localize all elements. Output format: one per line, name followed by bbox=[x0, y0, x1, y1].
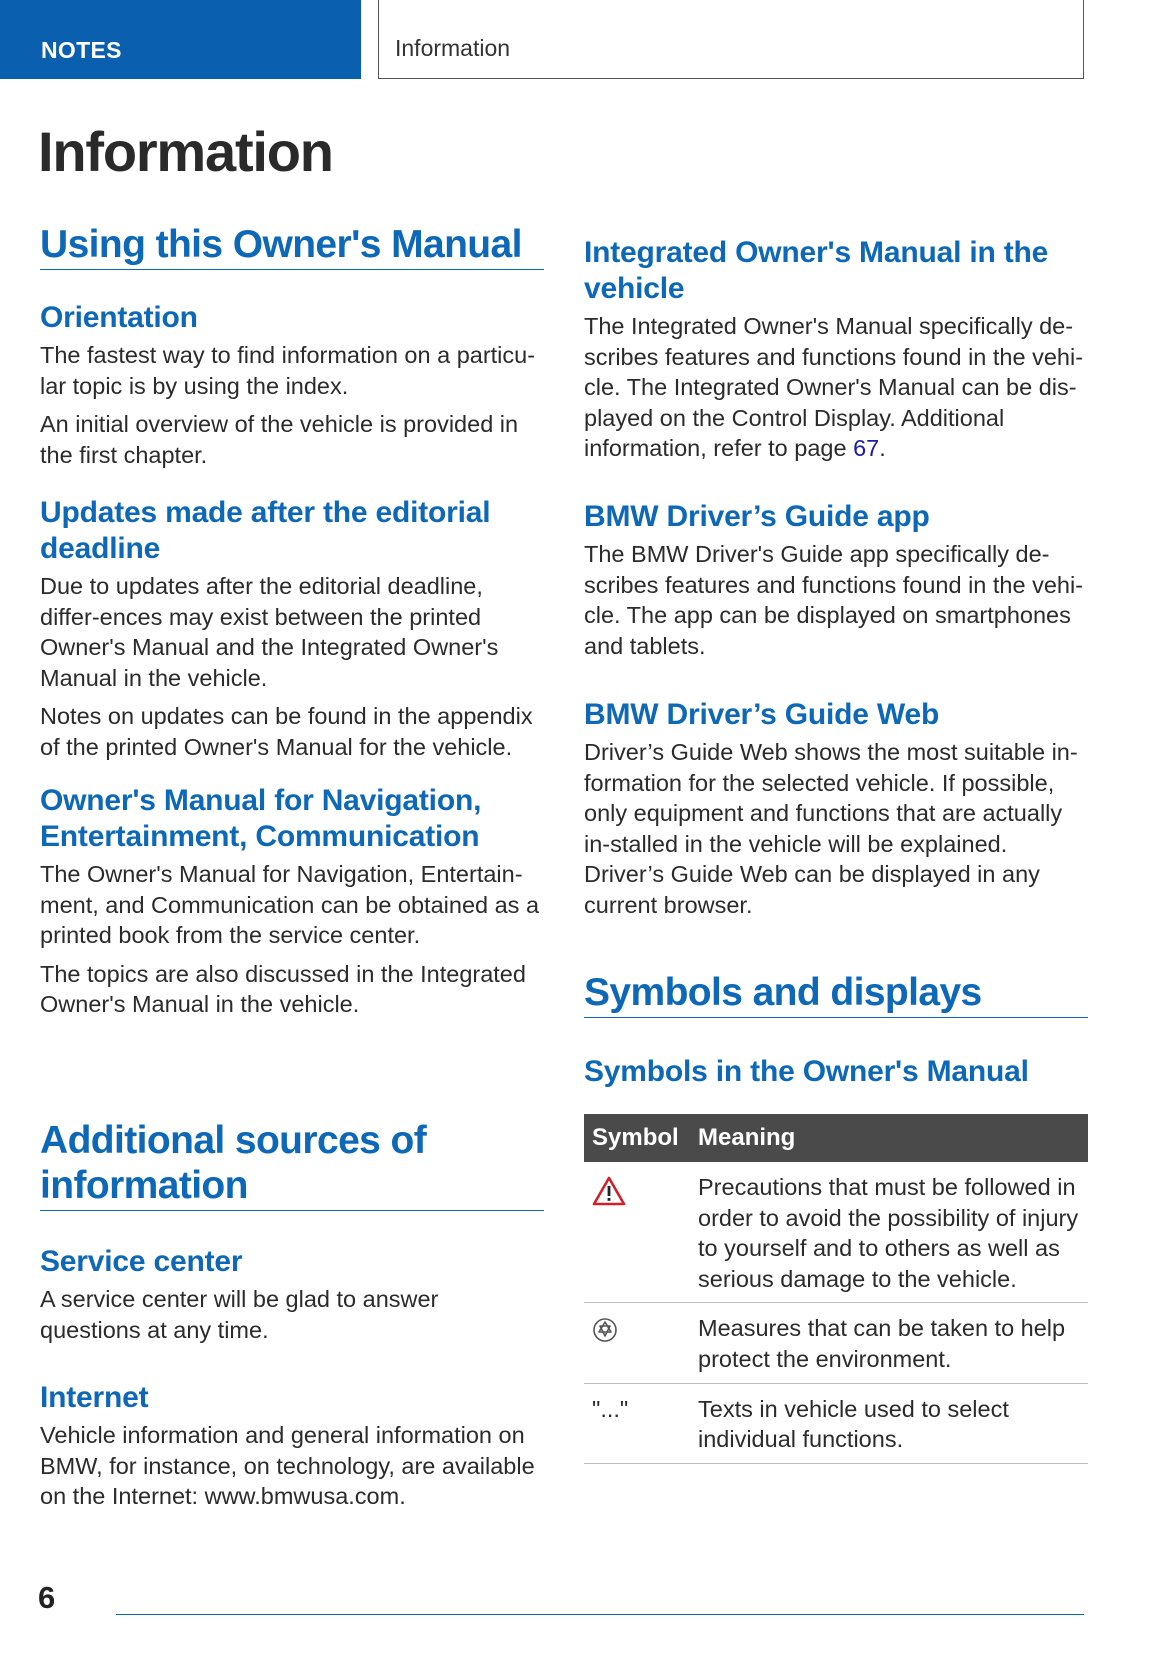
section-integrated-manual bbox=[584, 235, 1088, 464]
heading-integrated-manual: Integrated Owner's Manual in the vehicle bbox=[584, 236, 1049, 305]
meaning-cell: Measures that can be taken to help protect the environment. bbox=[690, 1303, 1088, 1383]
heading-internet: Internet bbox=[40, 1381, 149, 1414]
symbols-table-header-row bbox=[584, 1114, 1088, 1162]
navigation-manual-paragraph-1: The Owner's Manual for Navigation, Entertain-ment, and Communication can be obtained as a printed book from the service center. bbox=[40, 861, 540, 949]
orientation-paragraph-2: An initial overview of the vehicle is provided in the first chapter. bbox=[40, 411, 519, 468]
meaning-cell: Texts in vehicle used to select individual functions. bbox=[690, 1383, 1088, 1463]
footer-rule bbox=[116, 1614, 1084, 1615]
column-header-meaning: Meaning bbox=[690, 1114, 1088, 1162]
heading-navigation-manual: Owner's Manual for Navigation, Entertainment, Communication bbox=[40, 784, 482, 853]
meaning-cell: Precautions that must be followed in order to avoid the possibility of injury to yourself and to others as well as serious damage to the vehicle. bbox=[690, 1162, 1088, 1303]
integrated-manual-paragraph bbox=[584, 311, 1088, 464]
header-section-tab: NOTES bbox=[0, 0, 361, 79]
heading-symbols-manual: Symbols in the Owner's Manual bbox=[584, 1055, 1029, 1088]
symbols-table bbox=[584, 1114, 1088, 1464]
section-using-manual bbox=[40, 222, 544, 270]
symbol-cell bbox=[584, 1162, 690, 1303]
section-additional-sources bbox=[40, 1118, 544, 1211]
heading-updates: Updates made after the editorial deadline bbox=[40, 496, 491, 565]
table-row bbox=[584, 1303, 1088, 1383]
heading-symbols-displays: Symbols and displays bbox=[584, 970, 1088, 1018]
symbol-cell: "..." bbox=[584, 1383, 690, 1463]
heading-orientation: Orientation bbox=[40, 301, 198, 334]
page-number: 6 bbox=[38, 1580, 56, 1615]
section-drivers-guide-web bbox=[584, 697, 1088, 921]
integrated-manual-text: The Integrated Owner's Manual specifically de-scribes features and functions found in the vehi-cle. The Integrated Owner's Manual can be dis-played on the Control Display. Additional information, refer to page bbox=[584, 313, 1084, 462]
table-row bbox=[584, 1162, 1088, 1303]
section-drivers-guide-app bbox=[584, 499, 1088, 661]
heading-additional-sources: Additional sources of information bbox=[40, 1118, 544, 1211]
heading-drivers-guide-app: BMW Driver’s Guide app bbox=[584, 500, 930, 533]
integrated-manual-period: . bbox=[879, 435, 886, 462]
table-row bbox=[584, 1383, 1088, 1463]
symbols-table-wrapper bbox=[584, 1114, 1088, 1464]
warning-triangle-icon bbox=[592, 1176, 626, 1206]
section-symbols-displays bbox=[584, 970, 1088, 1018]
symbol-cell bbox=[584, 1303, 690, 1383]
section-orientation bbox=[40, 300, 544, 470]
header-chapter: Information bbox=[378, 0, 1084, 79]
internet-paragraph: Vehicle information and general information on BMW, for instance, on technology, are available on the Internet: www.bmwusa.com. bbox=[40, 1422, 535, 1510]
service-center-paragraph: A service center will be glad to answer questions at any time. bbox=[40, 1286, 439, 1343]
drivers-guide-web-paragraph: Driver’s Guide Web shows the most suitable in-formation for the selected vehicle. If possible, only equipment and functions that are actually in-stalled in the vehicle will be explained. Driver’s Guide Web can be displayed in any current browser. bbox=[584, 739, 1078, 918]
section-internet bbox=[40, 1380, 544, 1512]
section-updates bbox=[40, 495, 544, 763]
updates-paragraph-1: Due to updates after the editorial deadline, differ-ences may exist between the printed Owner's Manual and the Integrated Owner's Manual in the vehicle. bbox=[40, 573, 499, 691]
updates-paragraph-2: Notes on updates can be found in the appendix of the printed Owner's Manual for the vehicle. bbox=[40, 703, 533, 760]
page-reference-link[interactable]: 67 bbox=[853, 435, 880, 462]
environment-icon bbox=[592, 1317, 618, 1343]
heading-service-center: Service center bbox=[40, 1245, 243, 1278]
navigation-manual-paragraph-2: The topics are also discussed in the Integrated Owner's Manual in the vehicle. bbox=[40, 960, 526, 1018]
orientation-paragraph-1: The fastest way to find information on a particu-lar topic is by using the index. bbox=[40, 342, 536, 399]
column-header-symbol: Symbol bbox=[584, 1114, 690, 1162]
section-navigation-manual bbox=[40, 783, 544, 1020]
drivers-guide-app-paragraph: The BMW Driver's Guide app specifically de-scribes features and functions found in the vehi-cle. The app can be displayed on smartphones and tablets. bbox=[584, 541, 1084, 659]
section-symbols-manual bbox=[584, 1054, 1088, 1090]
page-title: Information bbox=[38, 120, 333, 183]
section-service-center bbox=[40, 1244, 544, 1345]
heading-drivers-guide-web: BMW Driver’s Guide Web bbox=[584, 698, 940, 731]
heading-using-manual: Using this Owner's Manual bbox=[40, 222, 544, 270]
